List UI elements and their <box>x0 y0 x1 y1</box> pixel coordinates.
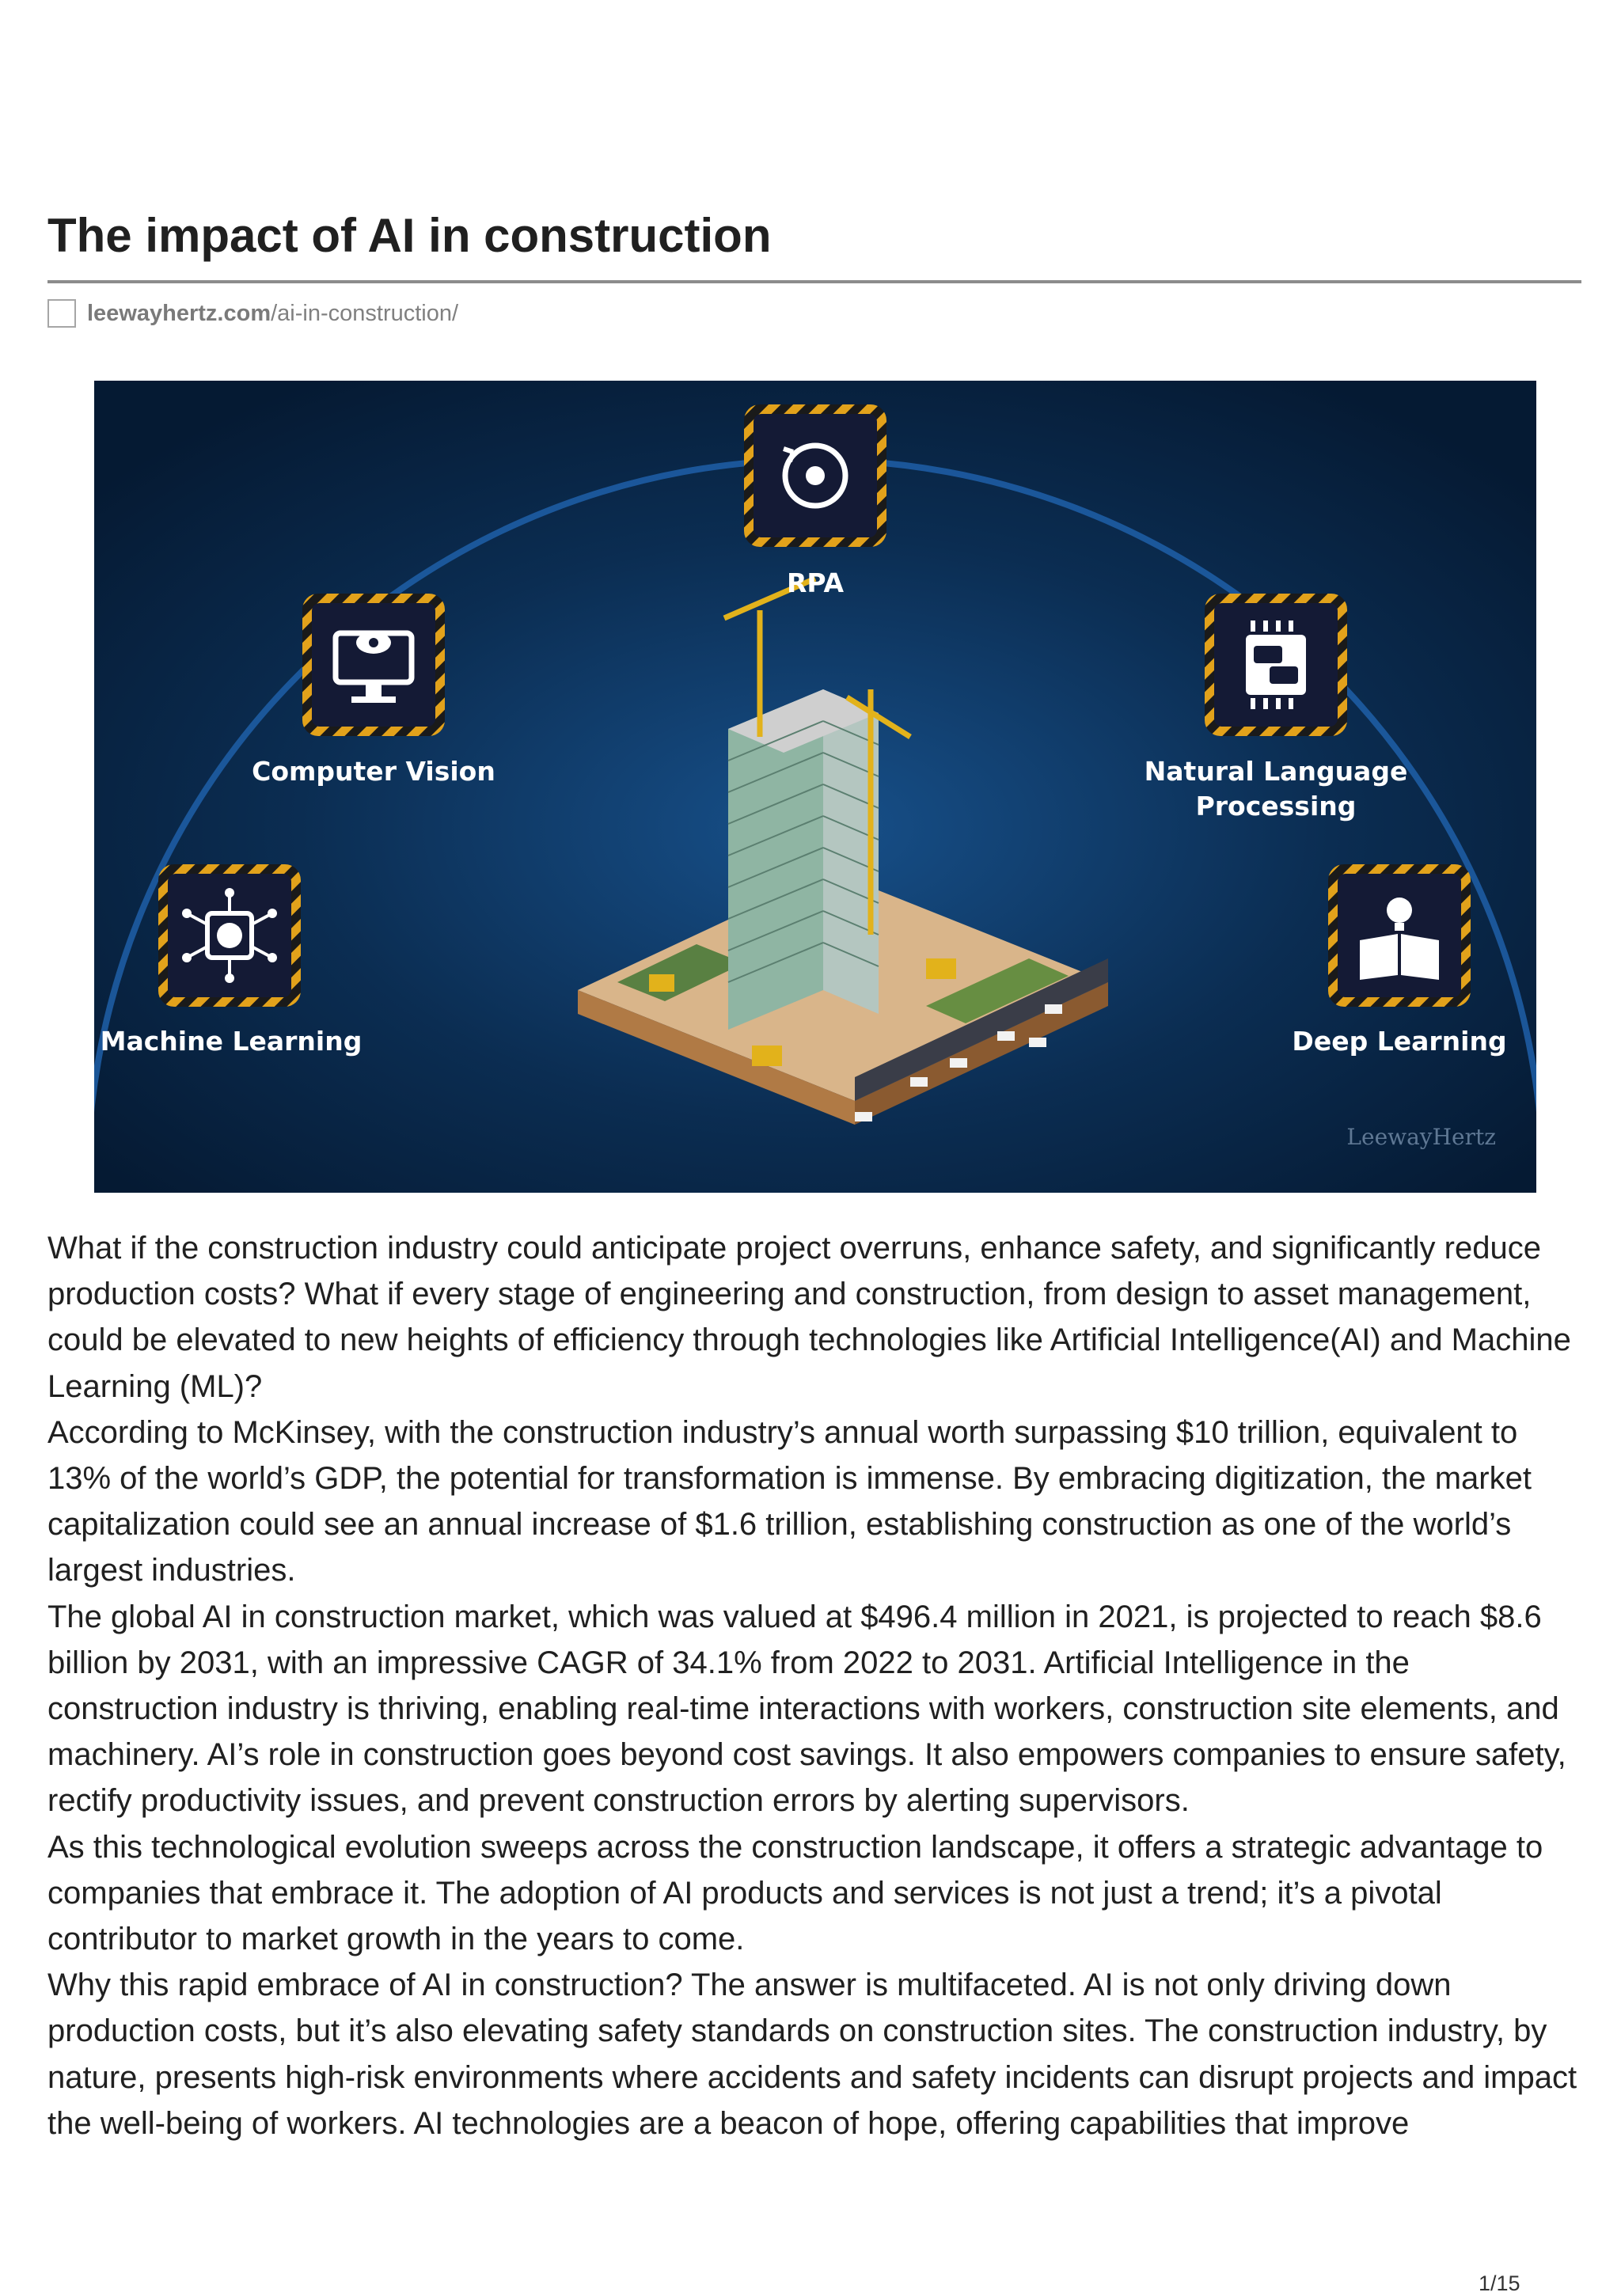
deep-learning-label: Deep Learning <box>1292 1026 1507 1057</box>
article-body <box>47 1225 1583 2146</box>
rpa-label: RPA <box>786 567 845 598</box>
page-title: The impact of AI in construction <box>47 209 772 262</box>
machine-learning-icon <box>158 864 301 1007</box>
title-divider <box>47 280 1581 283</box>
page-number: 1/15 <box>1479 2271 1520 2295</box>
nlp-label-line2: Processing <box>1195 791 1357 822</box>
deep-learning-icon <box>1328 864 1471 1007</box>
nlp-icon <box>1205 594 1347 736</box>
computer-vision-label: Computer Vision <box>252 756 495 787</box>
hero-illustration <box>94 381 1536 1193</box>
paragraph: As this technological evolution sweeps across the construction landscape, it offers a strategic advantage to companies that embrace it. The adoption of AI products and services is not just a trend; it’s a pivotal contributor to market growth in the years to come. <box>47 1829 1543 1957</box>
source-url[interactable] <box>87 301 458 327</box>
source-path: /ai-in-construction/ <box>271 300 459 326</box>
source-domain: leewayhertz.com <box>87 300 271 326</box>
computer-vision-icon <box>302 594 445 736</box>
paragraph: The global AI in construction market, which was valued at $496.4 million in 2021, is projected to reach $8.6 billion by 2031, with an impressive CAGR of 34.1% from 2022 to 2031. Artificial Intelligence in the construction industry is thriving, enabling real-time interactions with workers, construction site elements, and machinery. AI’s role in construction goes beyond cost savings. It also empowers companies to ensure safety, rectify productivity issues, and prevent construction errors by alerting supervisors. <box>47 1599 1566 1819</box>
machine-learning-label: Machine Learning <box>100 1026 363 1057</box>
source-link[interactable] <box>47 296 458 331</box>
paragraph: What if the construction industry could anticipate project overruns, enhance safety, and significantly reduce production costs? What if every stage of engineering and construction, from design to asset management, could be elevated to new heights of efficiency through technologies like Artificial Intelligence(AI) and Machine Learning (ML)? <box>47 1231 1571 1404</box>
watermark: LeewayHertz <box>1346 1124 1496 1150</box>
paragraph: According to McKinsey, with the construction industry’s annual worth surpassing $10 trillion, equivalent to 13% of the world’s GDP, the potential for transformation is immense. By embracing digitization, the market capitalization could see an annual increase of $1.6 trillion, establishing construction as one of the world’s largest industries. <box>47 1414 1532 1588</box>
link-icon <box>47 299 76 328</box>
rpa-icon <box>744 404 886 547</box>
nlp-label-line1: Natural Language <box>1144 756 1408 787</box>
paragraph: Why this rapid embrace of AI in construction? The answer is multifaceted. AI is not only driving down production costs, but it’s also elevating safety standards on construction sites. The construction industry, by nature, presents high-risk environments where accidents and safety incidents can disrupt projects and impact the well-being of workers. AI technologies are a beacon of hope, offering capabilities that improve <box>47 1968 1577 2141</box>
